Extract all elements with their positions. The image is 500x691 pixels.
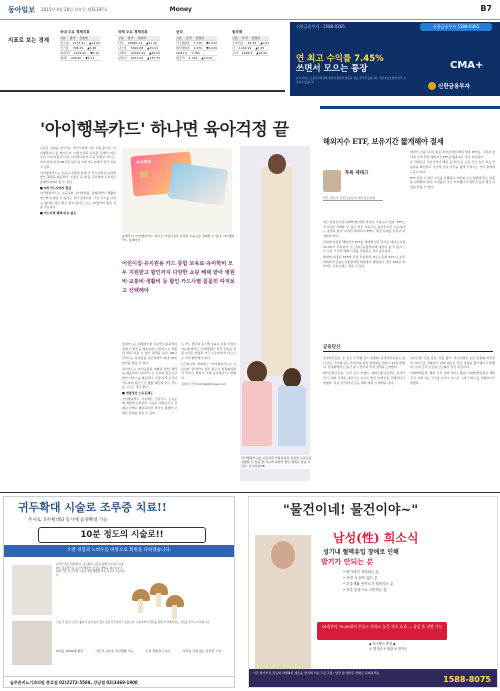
- ad-highlight: 40대부터 70,80대의 분들도 만족도 높은 치료 효과 — 상담 후 처방 가능: [317, 622, 447, 640]
- child-head: [283, 368, 301, 388]
- table-row: [118, 56, 160, 61]
- market-table-title: 원자재: [232, 30, 243, 34]
- table-cell: 다우: [118, 41, 124, 45]
- table-cell: ▼0.009: [206, 46, 218, 50]
- table-cell: 구분: [60, 36, 66, 40]
- column-top-bar: [320, 106, 500, 109]
- subhead: ■ 5개 카드사에서 발급: [40, 185, 72, 190]
- table-cell: 1078.40: [73, 51, 87, 55]
- ad-banner: 오랜 경험과 노하우를 바탕으로 회원을 다하겠습니다.: [4, 545, 234, 557]
- photo-caption: 아이행복카드를 이용하면 어린이집과 유치원 보육료를 결제할 수 있을 뿐 아니라 다양한 할인 혜택도 받을 수 있다. 동아일보DB: [240, 455, 315, 469]
- table-cell: ▲133.73: [147, 56, 160, 60]
- ad-subheadline: 주사로 귀두확대와 동시에 음경확대 가능: [28, 518, 108, 523]
- card-brand: 아이행복: [135, 158, 152, 166]
- paragraph: 또 카드 발급과 동시에 보육료 지원 신청이 가능해 절차도 간편해졌다. 다만 보육료 지원 자격은 연령과 가구 소득에 따라 다르므로 미리 확인해야 한다.: [181, 342, 236, 361]
- column-author: [323, 170, 383, 214]
- ad-fine-print: ※ 투자자는 금융투자상품에 대하여 충분한 설명을 받을 권리가 있습니다. 예금자보호법에 따라 보호되지 않습니다.: [296, 77, 406, 84]
- table-cell: 구분: [176, 36, 182, 40]
- paragraph: ETF 투자 시 세금 구조를 이해하고 자신의 소득 상황에 맞는 상품을 선택해야 한다. 수익률만 보고 투자했다가 예상치 못한 세금 부담을 안을 수 있다.: [410, 175, 495, 189]
- model-photo: [255, 535, 311, 670]
- family-photo: [240, 146, 310, 481]
- ad-rate-line: 연 최고 수익률 7.45%: [296, 54, 384, 64]
- paragraph: 하나카드는 놀이공원과 영화관 할인 혜택을 제공하며, 비씨카드는 주유와 통신요금 할인 서비스를 제공한다. 전월 실적 조건이 카드마다 다르므로 생활 패턴에 맞는 카드를 고르는 것이 좋다.: [122, 366, 177, 390]
- column-text-2: [410, 150, 495, 340]
- market-table-title: 국제 주요 경제지표: [118, 30, 148, 34]
- table-row: [176, 56, 217, 61]
- child-figure: [278, 386, 306, 446]
- article-column-2: [122, 342, 177, 492]
- market-indicators: [0, 24, 285, 92]
- table-cell: 62.39: [247, 41, 257, 45]
- chip-icon: [140, 171, 148, 178]
- table-cell: ▲7.65: [255, 46, 265, 50]
- doctor-photo: [12, 621, 52, 665]
- bank-logo-icon: [428, 82, 436, 90]
- page-number: B7: [480, 4, 492, 13]
- table-cell: 5092.08: [130, 46, 144, 50]
- mushroom-stem: [156, 593, 161, 607]
- table-cell: ▲31.00: [256, 51, 268, 55]
- table-cell: 전일비: [195, 36, 205, 40]
- author-role: 박모 세무사·신한금융투자 세무전문위원: [323, 196, 376, 200]
- table-cell: ▲35.01: [147, 46, 159, 50]
- table-cell: 전일비: [79, 36, 89, 40]
- child-head: [247, 361, 267, 383]
- market-table: [60, 30, 100, 61]
- paragraph: 보육료 지원을 받으려는 학부모라면 지난 1월 출시된 '아이행복카드'를 알아두자. 어린이집과 유치원 등에서 따로 쓰던 '아이사랑카드'와 '아이즐거운카드'를 통합한 카드로, 비씨·롯데·신한·KB국민·하나 등 5개 카드사에서 발급 받을 수 있다.: [40, 146, 116, 169]
- table-cell: ▲0.010: [201, 56, 213, 60]
- mushroom-stem: [172, 605, 177, 619]
- table-row: [60, 56, 100, 61]
- table-cell: 6248.5: [241, 51, 253, 55]
- table-cell: ▲21.45: [146, 41, 158, 45]
- divider: [323, 200, 383, 201]
- notice-item: 미래에셋증권, 해외 주식 거래 서비스 확대: 미래에셋증권은 해외 주식 거래 가능 국가를 늘리고 실시간 시세 서비스를 강화한다고 밝혔다.: [410, 371, 495, 385]
- ad-callout: 10분 정도의 시술로!!: [38, 527, 206, 543]
- symptom-list: [343, 569, 463, 593]
- ad-headline: 귀두확대 시술로 조루증 치료!!: [18, 501, 167, 514]
- article-headline: '아이행복카드' 하나면 육아걱정 끝: [40, 120, 289, 140]
- notice-item: 하나은행 '손님 중심' 상품 출시: 하나은행은 손님 맞춤형 자산관리 서비스를 강화하기 위해 새로운 적금 상품을 출시했다고 밝혔다. 우대 금리 조건을 간소화한 것이 특징이다.: [410, 356, 495, 370]
- mother-head: [268, 154, 286, 174]
- table-cell: CD91일: [176, 51, 188, 55]
- table-cell: 1.780: [191, 51, 200, 55]
- table-cell: ▼6.10: [90, 51, 100, 55]
- table-cell: 1204.95: [238, 46, 252, 50]
- section-name: Money: [169, 6, 192, 13]
- markets-title: 지표로 보는 경제: [8, 38, 50, 44]
- paragraph: 해외에 상장된 ETF에 직접 투자하면 양도소득세 22%가 분리과세되어 금융소득종합과세 대상에서 제외된다. 연간 250만 원까지는 기본공제도 받을 수 있다.: [323, 254, 405, 269]
- ad-tag: 신한금융투자 · 1588-0365: [296, 24, 345, 29]
- table-cell: 원/달러: [60, 51, 70, 55]
- table-cell: 상하이: [118, 56, 127, 60]
- list-item: 오랜 경험과 노하우: [145, 649, 171, 653]
- ad-slogan: 쓰면서 모으는 통장: [296, 64, 368, 74]
- ad-phone[interactable]: 1588-8075: [443, 675, 491, 684]
- ad-bullets: [56, 649, 231, 654]
- child-figure: [242, 381, 272, 446]
- table-cell: 4527.40: [130, 56, 144, 60]
- model-head: [271, 541, 295, 569]
- table-cell: 콜금리: [176, 56, 185, 60]
- ad-badge: 신한금융투자 1588-0365: [420, 23, 492, 31]
- issue-date: 2015년 4월 28일 화요일 제31187호: [41, 6, 108, 12]
- market-table: [176, 30, 217, 61]
- health-advertisement[interactable]: [248, 496, 498, 688]
- ad-body: 늘푸른 비뇨기과에서는 귀두확대 시술을 통해 조루증과 음경 왜소 콤플렉스를 동시에 해결할 수 있는 방법을 제시합니다. 10분 정도의 간단한 시술로 일상생활에 바로 복귀가 가능합니다.: [56, 563, 126, 577]
- paragraph: 최근 상장지수펀드(ETF)에 대한 관심이 크게 늘고 있다. ETF는 주식처럼 거래할 수 있고 적은 비용으로 분산투자가 가능하다는 장점이 있다. 하지만 해외지수 ETF는 세금 문제를 꼼꼼히 따져봐야 한다.: [323, 220, 405, 239]
- table-cell: 905.60: [70, 56, 82, 60]
- table-cell: 두바이유: [232, 41, 244, 45]
- list-item: • 발기력이 저하되는 분: [343, 570, 379, 574]
- table-cell: ▼0.010: [206, 41, 218, 45]
- avatar: [323, 170, 341, 192]
- table-cell: 구분: [232, 36, 238, 40]
- article-column-3: [181, 342, 236, 492]
- table-cell: ▲14.02: [89, 41, 101, 45]
- ad-subtitle-2: 발기가 안되는 분: [321, 558, 374, 566]
- column-text-1: [323, 220, 405, 340]
- table-cell: 706.29: [72, 46, 84, 50]
- list-item: • 사정 시 힘이 없는 분: [343, 576, 378, 580]
- pull-quote: 어린이집·유치원용 카드 통합 보육료·유아학비 모두 지원받고 할인까지 다양한 쇼핑 혜택 받아 병원비·교통비·생활비 등 할인 카드사별 꼼꼼히 따져보고 선택해야: [122, 261, 235, 294]
- ad-subtitle: 성기내 혈액유입 장애로 인해: [323, 549, 399, 556]
- table-cell: 구리: [232, 51, 238, 55]
- mushroom-stem: [138, 599, 143, 613]
- divider: [0, 492, 500, 493]
- subhead: ■ 연말정산 소득공제도: [122, 391, 154, 396]
- table-cell: 금리: [185, 36, 192, 40]
- paragraph: 아이행복카드는 보육료와 유아학비를 결제하면서 생활비 할인까지 챙길 수 있다는 점이 장점이다. 기존 카드를 가지고 있다면 새로 발급 받지 않아도 오는 12월까지 계속 사용 가능하다.: [40, 191, 116, 210]
- table-cell: 나스닥: [118, 46, 127, 50]
- table-cell: 코스피: [60, 41, 69, 45]
- program-title: ◆ 조이헬스 측정 ◆: [369, 642, 396, 646]
- divider: [323, 351, 493, 352]
- list-item: • 조루 증상으로 고민하는 분: [343, 588, 387, 592]
- card-image-2: [168, 162, 228, 205]
- notices-col-1: [323, 356, 405, 486]
- paragraph: 롯데카드는 대형마트와 온라인쇼핑몰에서 결제 시 할인을 제공하며, 신한카드는 학원과 병원 이용 시 할인 혜택을 준다. KB국민카드는 육아용품 전문점에서 최대 10% 할인을 받을 수 있다.: [122, 342, 177, 365]
- table-cell: 금: [232, 46, 235, 50]
- market-table: [118, 30, 160, 61]
- paragraph: 아이행복카드는 보육료 지원과 함께 각 카드사별로 다양한 할인 혜택을 제공한다. 신청은 읍·면·동 주민센터나 복지로 홈페이지에서 할 수 있다.: [40, 170, 116, 184]
- card-caption: 올해부터 '아이행복카드' 하나로 어린이집과 유치원 보육료를 결제할 수 있다. 아이행복카드 홈페이지: [122, 234, 235, 242]
- table-cell: ▲3.48: [87, 46, 97, 50]
- table-cell: 니케이: [118, 51, 127, 55]
- ad-body-2: 시술 후 통증이 적고 흉터가 남지 않아 많은 분들이 만족하고 있습니다. 전문의와의 상담을 통해 자신에게 맞는 치료를 받으시기 바랍니다.: [56, 621, 211, 624]
- table-cell: 회사채3년: [176, 46, 190, 50]
- paragraph: 보건복지부 관계자는 "아이행복카드로 보육료와 유아학비 지원 창구가 일원화되면서 학부모 편의가 크게 높아졌다"고 말했다.: [181, 361, 236, 380]
- paragraph: 국내에 상장된 해외지수 ETF를 매매해 얻은 차익은 배당소득세 15.4%가 부과된다. 또 금융소득종합과세 대상이 될 수 있으므로 보유 기간과 매매 시점을 조절하는 것이 중요하다.: [323, 239, 405, 254]
- notice-item: 메리츠종금증권, 고객 감사 이벤트: 메리츠종금증권은 온라인 주식 거래 고객을 대상으로 수수료 할인 이벤트를 진행한다고 밝혔다. 다음 달 말까지 신규 계좌 개설 시 혜택을 준다.: [323, 371, 405, 385]
- table-cell: -: [203, 51, 205, 55]
- table-row: [232, 51, 269, 56]
- card-photo: [122, 148, 232, 233]
- ad-title: 남성(性) 희소식: [333, 531, 419, 545]
- paragraph: 또 과세표준 기준가격이 매일 공시되므로 보유 기간 동안 과표 상승분을 확인하고 가급적 보유 기간을 짧게 가져가는 것이 절세에 도움이 된다.: [410, 160, 495, 174]
- ad-brand: 신한금융투자: [438, 84, 470, 90]
- author-name: 투톡 재테크: [345, 171, 369, 176]
- list-item: 회전율 1000배 향상: [56, 649, 83, 653]
- column-headline: 해외지수 ETF, 보유기간 짧게해야 절세: [323, 137, 444, 146]
- table-cell: 18080.14: [127, 41, 143, 45]
- list-item: 부작용 걱정 없는 안전한 시술: [182, 649, 222, 653]
- table-cell: 1.740: [188, 56, 198, 60]
- ad-contact[interactable]: 늘푸른비뇨기과의원 종로점 02)2272-5588, 강남점 02)3469-1900: [4, 676, 234, 687]
- ad-headline: "물건이네! 물건이야~": [283, 503, 419, 518]
- ad-footer-text: 기존 발기부전 치료와 차별화된 새로운 방식의 치료 프로그램 / 상담 및 예약은 전화로 문의하세요: [253, 671, 380, 675]
- list-item: 시술 후 곧바로 일상생활 가능: [94, 649, 134, 653]
- clinic-advertisement[interactable]: [3, 496, 235, 688]
- doctor-photo: [12, 565, 52, 615]
- table-cell: 전일비: [137, 36, 147, 40]
- market-table-title: 금리: [176, 30, 183, 34]
- table-cell: 가격: [241, 36, 248, 40]
- table-cell: 1.720: [193, 41, 203, 45]
- ad-product: CMA+: [450, 60, 484, 71]
- market-table: [232, 30, 269, 56]
- table-cell: 20020.04: [130, 51, 146, 55]
- table-cell: 2173.41: [72, 41, 86, 45]
- table-cell: 국고채3년: [176, 41, 190, 45]
- byline: 김현수 기자 kimhs@donga.com: [181, 381, 227, 386]
- subhead: ■ 카드사별 혜택 비교 필요: [40, 211, 76, 216]
- masthead: [0, 0, 500, 20]
- table-cell: 종가: [127, 36, 134, 40]
- newspaper-logo: 동아일보: [8, 4, 36, 14]
- paragraph: 따라서 금융소득이 많은 투자자라면 해외 상장 ETF를, 그렇지 않다면 국내 상장 해외지수 ETF를 활용하는 것이 유리하다.: [410, 150, 495, 159]
- program-steps: ① 발기력 ② 혈관 ③ 만족도: [369, 647, 408, 651]
- table-cell: 코스닥: [60, 46, 69, 50]
- table-cell: 원/엔: [60, 56, 67, 60]
- notice-item: 삼성자산운용, 中 본토 주식형 펀드 설명회: 삼성자산운용은 중국 본토 주식형 펀드 투자자를 위한 설명회를 연다고 27일 밝혔다. 설명회에서는 중국 증시 전망과 투자 전략을 소개한다.: [323, 356, 405, 370]
- article-column-1: [40, 146, 116, 496]
- program-info: [369, 642, 449, 652]
- table-cell: 종가: [69, 36, 76, 40]
- paragraph: 아이행복카드 사용액은 신용카드 소득공제 대상에 포함된다. 보육료 지원금으로 결제된 금액은 제외되지만, 추가로 결제한 금액은 공제를 받을 수 있다.: [122, 396, 177, 415]
- table-cell: 2.070: [193, 46, 203, 50]
- list-item: • 부부생활 만족도가 떨어지는 분: [343, 582, 394, 586]
- table-cell: ▼2.13: [85, 56, 95, 60]
- table-cell: 구분: [118, 36, 124, 40]
- notices-title: 금융단신: [323, 345, 341, 350]
- table-cell: ▲89.62: [149, 51, 160, 55]
- mother-figure: [262, 166, 292, 376]
- cma-advertisement[interactable]: [290, 22, 500, 96]
- notices-col-2: [410, 356, 495, 486]
- market-table-title: 국내 주요 경제지표: [60, 30, 90, 34]
- table-cell: ▲0.61: [260, 41, 270, 45]
- table-cell: 전일비: [251, 36, 261, 40]
